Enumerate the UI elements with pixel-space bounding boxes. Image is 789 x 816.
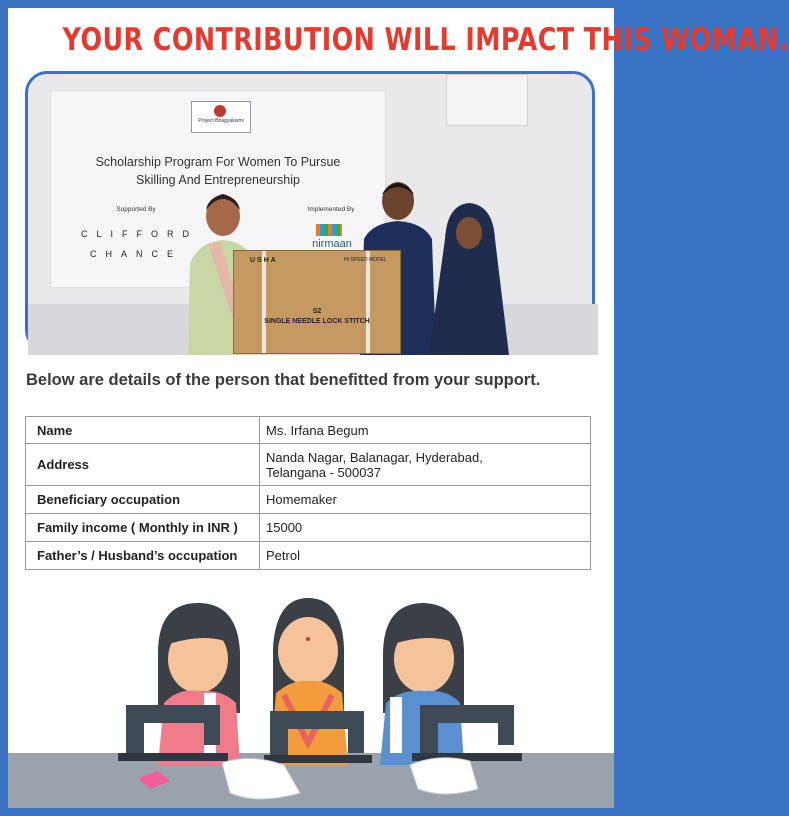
- table-row: [26, 542, 591, 570]
- headline: YOUR CONTRIBUTION WILL IMPACT THIS WOMAN.: [62, 22, 789, 58]
- table-row: [26, 417, 591, 444]
- table-row: [26, 514, 591, 542]
- address-line2: Telangana - 500037: [266, 464, 381, 480]
- implementer-name: nirmaan: [312, 238, 352, 250]
- address-label: Address: [26, 444, 260, 486]
- banner-title-line2: Skilling And Entrepreneurship: [136, 173, 300, 187]
- poster-card: [8, 8, 789, 808]
- women-sewing-illustration: [8, 593, 614, 808]
- name-label: Name: [26, 417, 260, 444]
- guardian-occupation-label: Father’s / Husband’s occupation: [26, 542, 260, 570]
- logo-mark-icon: [214, 105, 226, 117]
- supporter-logo: [81, 224, 198, 264]
- sewing-machine-icon: [412, 705, 522, 761]
- woman-left: [158, 603, 240, 765]
- project-logo: [191, 101, 251, 133]
- box-brand: USHA: [250, 257, 278, 264]
- supporter-line2: CHANCE: [89, 249, 182, 259]
- box-strap: [366, 251, 370, 353]
- box-subbrand: HI-SPEED MODEL: [344, 257, 387, 263]
- address-value: [260, 444, 591, 486]
- implementer-logo-icon: [316, 224, 342, 236]
- address-line1: Nanda Nagar, Balanagar, Hyderabad,: [266, 449, 483, 465]
- income-value: 15000: [260, 514, 591, 542]
- occupation-label: Beneficiary occupation: [26, 486, 260, 514]
- income-label: Family income ( Monthly in INR ): [26, 514, 260, 542]
- sewing-machine-box: [233, 250, 401, 354]
- table-row: [26, 486, 591, 514]
- box-model: [234, 307, 400, 327]
- cloth-piece: [410, 758, 478, 794]
- table-row: [26, 444, 591, 486]
- wall-cabinet: [446, 74, 528, 126]
- name-value: Ms. Irfana Begum: [260, 417, 591, 444]
- project-logo-text: Project Bhagyalaxmi: [198, 118, 244, 124]
- implemented-by-label: Implemented By: [307, 206, 355, 213]
- details-intro: Below are details of the person that benefitted from your support.: [26, 371, 541, 389]
- beneficiary-photo: [25, 71, 595, 352]
- beneficiary-woman-in-hijab: [423, 199, 515, 355]
- banner-title-line1: Scholarship Program For Women To Pursue: [95, 155, 341, 169]
- box-strap: [262, 251, 266, 353]
- guardian-occupation-value: Petrol: [260, 542, 591, 570]
- box-model-line2: SINGLE NEEDLE LOCK STITCH: [264, 318, 370, 325]
- supporter-line1: CLIFFORD: [81, 229, 198, 239]
- beneficiary-details-table: [25, 416, 591, 570]
- occupation-value: Homemaker: [260, 486, 591, 514]
- supported-by-label: Supported By: [116, 206, 156, 213]
- box-model-line1: S2: [312, 308, 322, 315]
